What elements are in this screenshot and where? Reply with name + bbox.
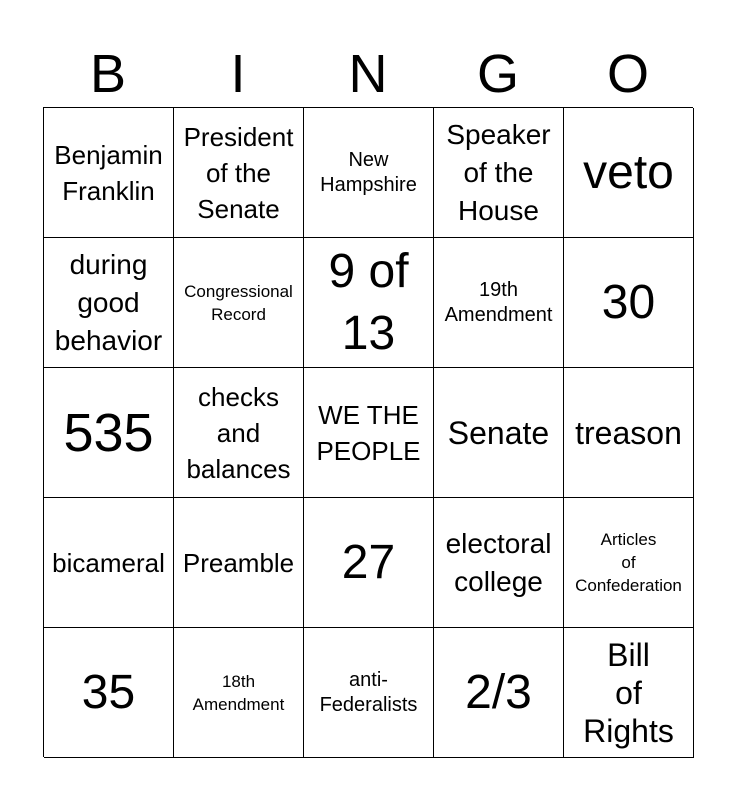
bingo-cell[interactable]: WE THE PEOPLE bbox=[304, 368, 434, 498]
bingo-cell[interactable]: Bill of Rights bbox=[564, 628, 694, 758]
header-letter-o: O bbox=[606, 44, 649, 104]
bingo-cell[interactable]: Speaker of the House bbox=[434, 108, 564, 238]
header-letter-i: I bbox=[230, 44, 246, 104]
bingo-cell[interactable]: treason bbox=[564, 368, 694, 498]
bingo-cell[interactable]: electoral college bbox=[434, 498, 564, 628]
bingo-cell[interactable]: 27 bbox=[304, 498, 434, 628]
bingo-cell[interactable]: veto bbox=[564, 108, 694, 238]
bingo-cell[interactable]: President of the Senate bbox=[174, 108, 304, 238]
bingo-cell[interactable]: 2/3 bbox=[434, 628, 564, 758]
bingo-cell[interactable]: Preamble bbox=[174, 498, 304, 628]
bingo-cell[interactable]: 30 bbox=[564, 238, 694, 368]
header-letter-g: G bbox=[476, 44, 519, 104]
bingo-cell[interactable]: Senate bbox=[434, 368, 564, 498]
bingo-cell[interactable]: 9 of 13 bbox=[304, 238, 434, 368]
header-letter-n: N bbox=[348, 44, 388, 104]
bingo-cell[interactable]: checks and balances bbox=[174, 368, 304, 498]
bingo-cell[interactable]: Articles of Confederation bbox=[564, 498, 694, 628]
bingo-cell[interactable]: during good behavior bbox=[44, 238, 174, 368]
bingo-cell[interactable]: 35 bbox=[44, 628, 174, 758]
bingo-cell[interactable]: anti- Federalists bbox=[304, 628, 434, 758]
bingo-header bbox=[43, 42, 693, 106]
bingo-cell[interactable]: Benjamin Franklin bbox=[44, 108, 174, 238]
bingo-cell[interactable]: New Hampshire bbox=[304, 108, 434, 238]
header-letter-b: B bbox=[89, 44, 127, 104]
bingo-cell[interactable]: 18th Amendment bbox=[174, 628, 304, 758]
bingo-cell[interactable]: bicameral bbox=[44, 498, 174, 628]
bingo-cell[interactable]: 535 bbox=[44, 368, 174, 498]
bingo-grid bbox=[43, 107, 693, 757]
bingo-cell[interactable]: Congressional Record bbox=[174, 238, 304, 368]
bingo-cell[interactable]: 19th Amendment bbox=[434, 238, 564, 368]
